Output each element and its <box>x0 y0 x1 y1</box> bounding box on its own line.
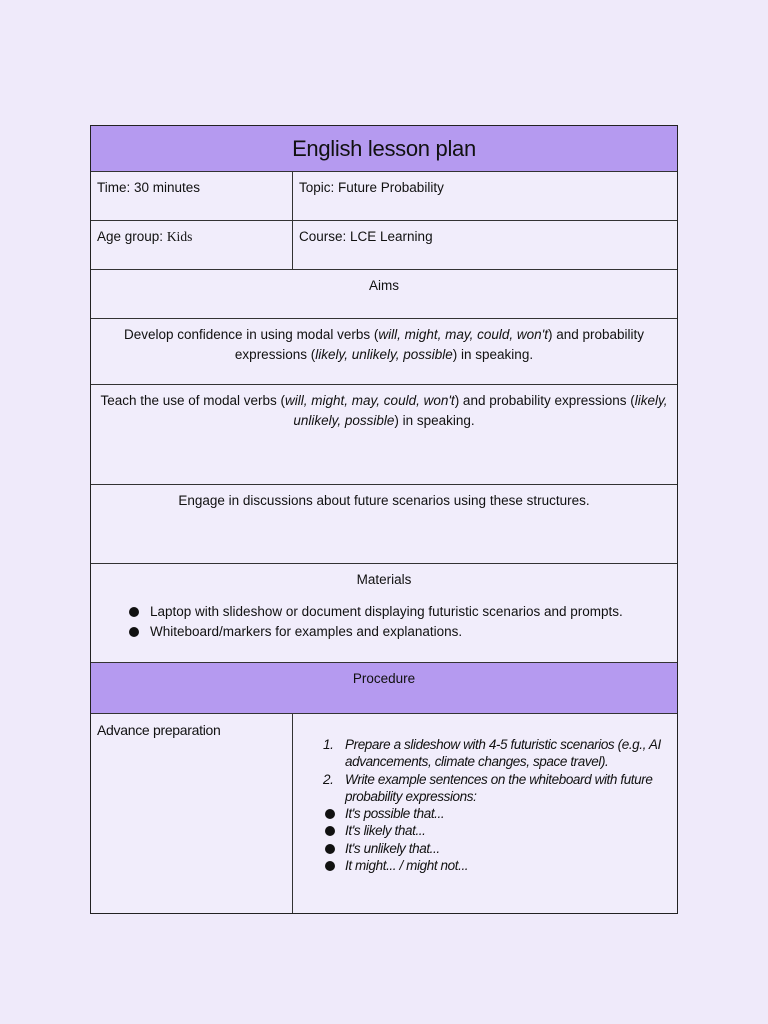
aim-1-modals: will, might, may, could, won't <box>378 327 548 342</box>
info-row-1 <box>91 172 677 221</box>
aim-2-text <box>91 385 677 484</box>
bullet-icon <box>325 809 335 819</box>
step-text: Prepare a slideshow with 4-5 futuristic scenarios (e.g., AI advancements, climate changes, space travel). <box>345 737 661 770</box>
list-item <box>323 805 667 822</box>
advance-preparation-label: Advance preparation <box>91 714 293 913</box>
aim-1-text <box>91 319 677 384</box>
advance-preparation-row <box>91 714 677 913</box>
step-number: 1. <box>323 737 334 752</box>
aim-1-expressions: likely, unlikely, possible <box>315 347 453 362</box>
aim-row-3 <box>91 485 677 564</box>
step-number: 2. <box>323 771 334 787</box>
aim-3-text: Engage in discussions about future scenarios using these structures. <box>178 493 590 508</box>
list-item <box>129 602 669 622</box>
bullet-icon <box>129 607 139 617</box>
aim-2-expressions: likely, unlikely, possible <box>293 393 668 428</box>
age-group-label: Age group: <box>97 229 167 244</box>
procedure-heading: Procedure <box>352 671 416 686</box>
step-text: Write example sentences on the whiteboard with future probability expressions: <box>345 771 653 804</box>
bullet-icon <box>325 826 335 836</box>
list-item <box>129 622 669 642</box>
title-row <box>91 126 677 172</box>
example-text: It's possible that... <box>345 806 445 822</box>
procedure-steps-list <box>323 736 667 874</box>
example-text: It's likely that... <box>345 823 426 839</box>
aim-2-post: ) in speaking. <box>394 413 475 428</box>
lesson-plan-table <box>90 125 678 914</box>
aim-2-pre: Teach the use of modal verbs ( <box>100 393 286 408</box>
list-item <box>323 822 667 839</box>
list-item <box>323 771 667 806</box>
aims-heading: Aims <box>369 278 399 293</box>
procedure-heading-row <box>91 663 677 714</box>
materials-heading: Materials <box>356 572 412 587</box>
info-row-2 <box>91 221 677 270</box>
example-text: It's unlikely that... <box>345 840 440 856</box>
bullet-icon <box>325 844 335 854</box>
aim-row-2 <box>91 385 677 485</box>
bullet-icon <box>129 627 139 637</box>
materials-list <box>99 602 669 642</box>
aims-heading-row <box>91 270 677 319</box>
example-text: It might... / might not... <box>345 858 469 874</box>
aim-1-pre: Develop confidence in using modal verbs ( <box>123 327 379 342</box>
course-cell: Course: LCE Learning <box>299 229 433 244</box>
topic-cell: Topic: Future Probability <box>299 180 444 195</box>
material-item-text: Whiteboard/markers for examples and explanations. <box>150 624 463 639</box>
age-group-cell <box>91 221 293 269</box>
list-item <box>323 840 667 857</box>
age-group-value: Kids <box>166 229 193 244</box>
page-title: English lesson plan <box>292 135 476 161</box>
aim-2-mid: ) and probability expressions ( <box>454 393 635 408</box>
materials-row <box>91 564 677 663</box>
aim-1-mid: ) and probability expressions ( <box>234 327 645 362</box>
aim-row-1 <box>91 319 677 385</box>
materials-cell <box>91 564 677 662</box>
list-item <box>323 736 667 771</box>
bullet-icon <box>325 861 335 871</box>
material-item-text: Laptop with slideshow or document displaying futuristic scenarios and prompts. <box>150 604 623 619</box>
list-item <box>323 857 667 874</box>
time-cell: Time: 30 minutes <box>91 172 293 220</box>
advance-preparation-content <box>293 714 677 913</box>
aim-1-post: ) in speaking. <box>452 347 534 362</box>
aim-2-modals: will, might, may, could, won't <box>285 393 455 408</box>
